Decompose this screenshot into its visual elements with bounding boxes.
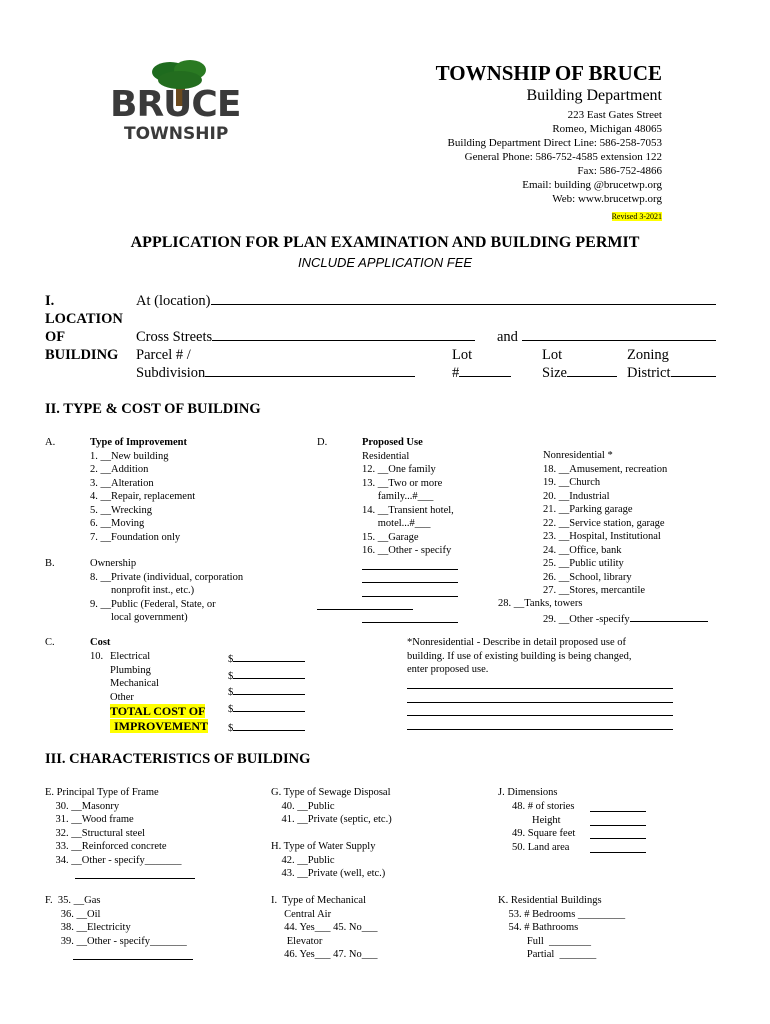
list-item[interactable]: 9. __Public (Federal, State, or	[90, 598, 216, 610]
fuel-other-input[interactable]	[73, 948, 193, 960]
email: Email: building @brucetwp.org	[522, 179, 662, 191]
cost-plumbing-input[interactable]	[233, 667, 305, 679]
cost-other-input[interactable]	[233, 700, 305, 712]
section2-heading: II. TYPE & COST OF BUILDING	[45, 401, 261, 417]
list-item[interactable]: 19. __Church	[543, 477, 601, 488]
section3-heading: III. CHARACTERISTICS OF BUILDING	[45, 751, 311, 767]
zoning-input[interactable]	[671, 365, 716, 377]
other-specify-input-2[interactable]	[362, 571, 458, 583]
cost-plumbing-label: Plumbing	[110, 664, 151, 676]
list-item[interactable]: 46. Yes___ 47. No___	[271, 949, 378, 960]
other-specify-input-5[interactable]	[362, 611, 458, 623]
other-specify-row: 29. __Other -specify	[543, 610, 708, 627]
list-item[interactable]: 32. __Structural steel	[45, 827, 146, 839]
parcel-label: Parcel # /	[136, 347, 191, 363]
location-input[interactable]	[211, 293, 716, 305]
department-name: Building Department	[526, 87, 662, 104]
list-item[interactable]: 21. __Parking garage	[543, 504, 633, 515]
list-item[interactable]: 22. __Service station, garage	[543, 517, 665, 529]
cost-mechanical-label: Mechanical	[110, 678, 159, 689]
nonresidential-use-list: Nonresidential * 18. __Amusement, recreation 19. __Church 20. __Industrial 21. __Parking garage 22. __Service station, garage 23. __Hospital, Institutional 24. __Office, bank 25. __Public utility 26. __School, library 27. __Stores, mercantile	[543, 450, 668, 596]
list-item[interactable]: 38. __Electricity	[45, 922, 131, 933]
list-item[interactable]: 34. __Other - specify_______	[45, 854, 182, 866]
sewage-list: G. Type of Sewage Disposal 40. __Public 41. __Private (septic, etc.)	[271, 787, 392, 825]
section-d-letter: D.	[317, 437, 328, 448]
web: Web: www.brucetwp.org	[552, 193, 662, 205]
list-item[interactable]: 31. __Wood frame	[45, 814, 134, 825]
total-cost-input[interactable]	[233, 719, 305, 731]
list-item[interactable]: 13. __Two or more	[362, 477, 443, 489]
list-item[interactable]: 24. __Office, bank	[543, 544, 622, 556]
direct-line: Building Department Direct Line: 586-258-7053	[447, 137, 662, 149]
logo-text-bruce: BRUCE	[110, 84, 241, 125]
header-block	[242, 60, 662, 224]
subdivision-row: Subdivision	[136, 364, 415, 382]
description-input-1[interactable]	[407, 677, 673, 689]
list-item[interactable]: 26. __School, library	[543, 571, 632, 583]
address-line-2: Romeo, Michigan 48065	[552, 123, 662, 135]
section-a-letter: A.	[45, 437, 56, 448]
zoning-district: Zoning District	[627, 346, 716, 382]
lot-number: Lot #	[452, 346, 511, 382]
list-item[interactable]: 7. __Foundation only	[90, 531, 181, 543]
fax: Fax: 586-752-4866	[577, 165, 662, 177]
land-area-input[interactable]	[590, 841, 646, 853]
description-input-4[interactable]	[407, 718, 673, 730]
other-specify-input-4[interactable]	[317, 598, 413, 610]
list-item[interactable]: 12. __One family	[362, 464, 436, 475]
cross-streets-row: Cross Streets	[136, 328, 475, 346]
cost-title: Cost	[90, 637, 111, 648]
address-line-1: 223 East Gates Street	[567, 109, 662, 121]
list-item[interactable]: 27. __Stores, mercantile	[543, 585, 646, 596]
cost-number: 10.	[90, 651, 104, 662]
list-item[interactable]: Partial _______	[498, 949, 597, 960]
list-item[interactable]: 43. __Private (well, etc.)	[271, 868, 386, 879]
list-item[interactable]: 14. __Transient hotel,	[362, 504, 454, 516]
section-c-letter: C.	[45, 637, 55, 648]
and-row: and	[497, 328, 716, 346]
cross-street-input-1[interactable]	[212, 329, 475, 341]
nonres-description-lines	[407, 676, 673, 730]
lot-size: Lot Size	[542, 346, 617, 382]
list-item[interactable]: 20. __Industrial	[543, 490, 610, 502]
total-cost-row: $	[228, 719, 305, 736]
fuel-type-list	[45, 894, 193, 962]
cost-inputs: $ $ $ $	[228, 650, 305, 716]
nonresidential-note: *Nonresidential - Describe in detail proposed use of building. If use of existing building is being changed, enter proposed use.	[407, 637, 632, 675]
description-input-3[interactable]	[407, 704, 673, 716]
list-item[interactable]: 2. __Addition	[90, 464, 149, 475]
list-item[interactable]: 33. __Reinforced concrete	[45, 841, 167, 852]
form-title: APPLICATION FOR PLAN EXAMINATION AND BUILDING PERMIT	[130, 234, 640, 251]
list-item[interactable]: Full ________	[498, 935, 592, 947]
frame-type-list: E. Principal Type of Frame 30. __Masonry 31. __Wood frame 32. __Structural steel 33. __Reinforced concrete 34. __Other - specify_______	[45, 786, 195, 881]
township-title: TOWNSHIP OF BRUCE	[435, 61, 662, 85]
section1-heading: I. LOCATION OF BUILDING	[45, 293, 123, 363]
cost-electrical-input[interactable]	[233, 650, 305, 662]
list-item[interactable]: 23. __Hospital, Institutional	[543, 531, 661, 542]
list-item[interactable]: 36. __Oil	[45, 908, 101, 920]
list-item[interactable]: 39. __Other - specify_______	[45, 935, 187, 947]
list-item[interactable]: 30. __Masonry	[45, 800, 120, 812]
revised-badge: Revised 3-2021	[611, 212, 662, 221]
list-item[interactable]: 8. __Private (individual, corporation	[90, 571, 244, 583]
residential-use-list: Proposed Use Residential 12. __One family 13. __Two or more family...#___ 14. __Transient hotel, motel...#___ 15. __Garage 16. __Other - specify	[362, 436, 458, 598]
logo-text-township: TOWNSHIP	[124, 124, 229, 144]
list-item[interactable]: 53. # Bedrooms _________	[498, 908, 626, 920]
general-phone: General Phone: 586-752-4585 extension 122	[464, 151, 662, 163]
section-b-letter: B.	[45, 558, 55, 569]
dimensions-list: 48. # of stories Height 49. Square feet 50. Land area	[512, 800, 652, 854]
list-item[interactable]: 41. __Private (septic, etc.)	[271, 814, 392, 825]
ownership-list: Ownership 8. __Private (individual, corporation nonprofit inst., etc.) 9. __Public (Federal, State, or local government)	[90, 558, 244, 623]
list-item[interactable]: 25. __Public utility	[543, 558, 624, 569]
cross-street-input-2[interactable]	[522, 329, 716, 341]
nonres-other-input[interactable]	[630, 610, 708, 622]
list-item[interactable]: 18. __Amusement, recreation	[543, 463, 668, 475]
total-cost-label: TOTAL COST OF IMPROVEMENT	[110, 704, 208, 733]
form-subtitle: INCLUDE APPLICATION FEE	[297, 255, 473, 270]
improvement-list: Type of Improvement 1. __New building 2. __Addition 3. __Alteration 4. __Repair, replacement 5. __Wrecking 6. __Moving 7. __Foundation only	[90, 437, 196, 543]
cost-other-label: Other	[110, 691, 134, 703]
list-item[interactable]: 6. __Moving	[90, 518, 145, 529]
list-item[interactable]: 15. __Garage	[362, 531, 419, 543]
list-item[interactable]: 42. __Public	[271, 854, 335, 866]
height-input[interactable]	[590, 814, 646, 826]
list-item[interactable]: 3. __Alteration	[90, 477, 154, 489]
mechanical-list: I. Type of Mechanical Central Air 44. Yes___ 45. No___ Elevator 46. Yes___ 47. No___	[271, 895, 378, 960]
township-logo	[108, 58, 254, 154]
other-specify-input-3[interactable]	[362, 585, 458, 597]
residential-buildings-list: K. Residential Buildings 53. # Bedrooms _________ 54. # Bathrooms Full ________ Partial _______	[498, 895, 626, 960]
square-feet-input[interactable]	[590, 827, 646, 839]
list-item[interactable]: 5. __Wrecking	[90, 504, 152, 516]
subdivision-input[interactable]	[205, 365, 415, 377]
description-input-2[interactable]	[407, 691, 673, 703]
cost-labels	[110, 650, 159, 704]
frame-other-input[interactable]	[75, 867, 195, 879]
cost-mechanical-input[interactable]	[233, 683, 305, 695]
list-item[interactable]: 44. Yes___ 45. No___	[271, 922, 378, 933]
cost-electrical-label: Electrical	[110, 651, 151, 662]
list-item[interactable]: 16. __Other - specify	[362, 545, 452, 556]
lot-number-input[interactable]	[459, 365, 511, 377]
tanks-item[interactable]: 28. __Tanks, towers	[498, 598, 583, 609]
stories-input[interactable]	[590, 800, 646, 812]
list-item[interactable]: 1. __New building	[90, 450, 169, 462]
list-item[interactable]: 4. __Repair, replacement	[90, 491, 196, 502]
dimensions-title: J. Dimensions	[498, 787, 558, 798]
list-item[interactable]: 40. __Public	[271, 800, 335, 812]
lot-size-input[interactable]	[567, 365, 617, 377]
other-specify-input-1[interactable]	[362, 558, 458, 570]
location-row: At (location)	[136, 292, 716, 310]
water-supply-list: H. Type of Water Supply 42. __Public 43. __Private (well, etc.)	[271, 841, 386, 879]
list-item[interactable]: F. 35. __Gas	[45, 895, 101, 906]
